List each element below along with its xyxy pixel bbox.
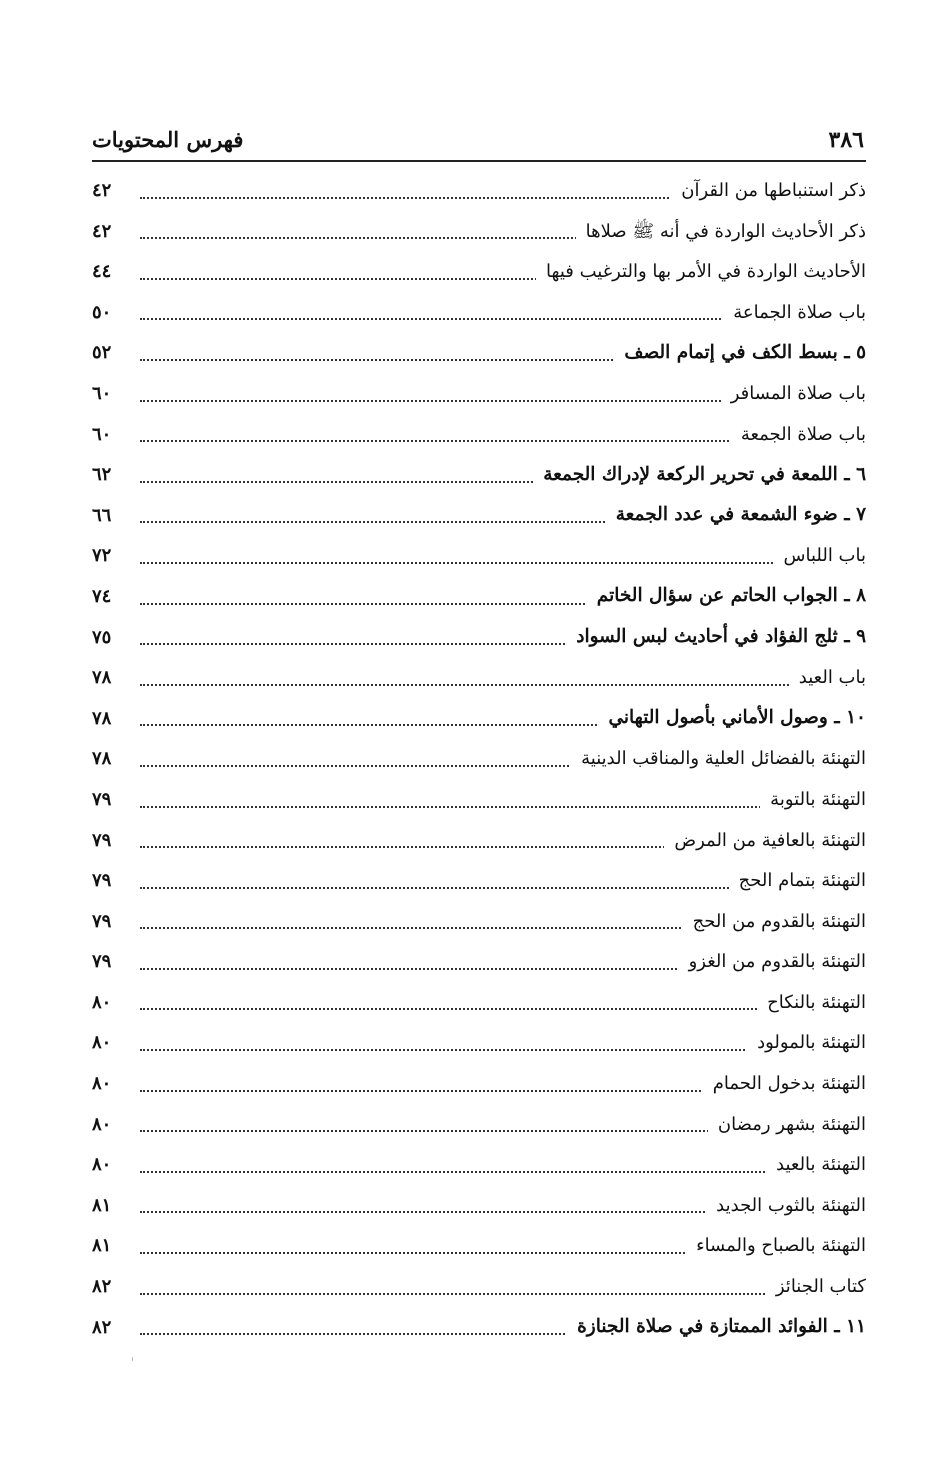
toc-entry-page-number: ٧٨ — [92, 667, 112, 689]
toc-entry — [92, 167, 866, 208]
toc-entry — [92, 1182, 866, 1223]
toc-entry-page-number: ٧٨ — [92, 707, 112, 729]
toc-entry-title: باب صلاة الجمعة — [731, 424, 866, 446]
toc-entry-title: التهنئة بدخول الحمام — [703, 1073, 866, 1095]
table-of-contents — [92, 167, 866, 1344]
toc-entry-title: ٧ ـ ضوء الشمعة في عدد الجمعة — [606, 504, 866, 526]
toc-entry-page-number: ٥٢ — [92, 342, 112, 364]
toc-entry-page-number: ٦٠ — [92, 382, 112, 404]
toc-entry — [92, 979, 866, 1020]
toc-entry-title: باب اللباس — [774, 545, 867, 567]
toc-entry-title: التهنئة بتمام الحج — [729, 870, 866, 892]
toc-entry-page-number: ٤٤ — [92, 261, 112, 283]
toc-entry — [92, 1019, 866, 1060]
toc-entry — [92, 208, 866, 249]
toc-entry — [92, 817, 866, 858]
toc-entry-title: ١١ ـ الفوائد الممتازة في صلاة الجنازة — [567, 1316, 866, 1338]
toc-entry — [92, 289, 866, 330]
header-rule — [92, 160, 866, 162]
toc-entry-page-number: ٤٢ — [92, 220, 112, 242]
toc-entry-title: التهنئة بالقدوم من الحج — [683, 911, 866, 933]
toc-entry-page-number: ٧٢ — [92, 545, 112, 567]
toc-entry-title: التهنئة بالصباح والمساء — [686, 1235, 866, 1257]
toc-entry — [92, 857, 866, 898]
toc-entry-title: كتاب الجنائز — [766, 1276, 866, 1298]
toc-entry-title: التهنئة بالمولود — [747, 1032, 866, 1054]
toc-entry-page-number: ٧٩ — [92, 870, 112, 892]
toc-entry-page-number: ٨٢ — [92, 1316, 112, 1338]
toc-entry-page-number: ٦٦ — [92, 504, 112, 526]
toc-entry-title: التهنئة بالقدوم من الغزو — [679, 951, 866, 973]
toc-entry-page-number: ٧٩ — [92, 910, 112, 932]
toc-entry-title: الأحاديث الواردة في الأمر بها والترغيب فيها — [536, 261, 866, 283]
toc-entry-title: التهنئة بالنكاح — [757, 992, 866, 1014]
toc-entry-page-number: ٥٠ — [92, 301, 112, 323]
toc-entry-title: ٨ ـ الجواب الحاتم عن سؤال الخاتم — [587, 585, 866, 607]
dot-leader — [140, 1171, 856, 1173]
toc-entry-title: التهنئة بالعافية من المرض — [664, 830, 866, 852]
scan-mark — [132, 1357, 133, 1361]
toc-entry-page-number: ٨١ — [92, 1194, 112, 1216]
dot-leader — [140, 1293, 856, 1295]
toc-entry-title: التهنئة بالعيد — [766, 1154, 866, 1176]
toc-entry-title: باب صلاة الجماعة — [723, 302, 866, 324]
toc-entry-page-number: ٧٥ — [92, 626, 112, 648]
running-head-page-number: ٣٨٦ — [828, 127, 864, 153]
toc-entry — [92, 1141, 866, 1182]
toc-entry-title: ١٠ ـ وصول الأماني بأصول التهاني — [598, 707, 866, 729]
toc-entry-title: التهنئة بالثوب الجديد — [706, 1195, 866, 1217]
toc-entry-page-number: ٨٠ — [92, 1073, 112, 1095]
toc-entry-page-number: ٧٩ — [92, 829, 112, 851]
toc-entry — [92, 573, 866, 614]
toc-entry-page-number: ٧٨ — [92, 748, 112, 770]
toc-entry-page-number: ٧٤ — [92, 585, 112, 607]
toc-entry — [92, 532, 866, 573]
toc-entry-title: التهنئة بشهر رمضان — [708, 1114, 866, 1136]
toc-entry — [92, 695, 866, 736]
toc-entry-title: باب صلاة المسافر — [721, 383, 866, 405]
toc-entry-title: ٦ ـ اللمعة في تحرير الركعة لإدراك الجمعة — [533, 464, 866, 486]
toc-entry-title: باب العيد — [789, 667, 866, 689]
toc-entry — [92, 492, 866, 533]
toc-entry — [92, 329, 866, 370]
toc-entry-page-number: ٦٠ — [92, 423, 112, 445]
toc-entry-page-number: ٨٠ — [92, 991, 112, 1013]
toc-entry-page-number: ٤٢ — [92, 180, 112, 201]
dot-leader — [140, 562, 856, 564]
toc-entry — [92, 898, 866, 939]
toc-entry — [92, 735, 866, 776]
dot-leader — [140, 1008, 856, 1010]
toc-entry-title: ذكر الأحاديث الواردة في أنه ﷺ صلاها — [576, 221, 866, 243]
toc-entry — [92, 248, 866, 289]
toc-entry — [92, 411, 866, 452]
toc-entry-page-number: ٧٩ — [92, 951, 112, 973]
toc-entry — [92, 1263, 866, 1304]
toc-entry-title: ذكر استنباطها من القرآن — [671, 180, 866, 202]
toc-entry — [92, 1060, 866, 1101]
toc-entry — [92, 938, 866, 979]
toc-entry-page-number: ٨٠ — [92, 1113, 112, 1135]
toc-entry-page-number: ٨٠ — [92, 1032, 112, 1054]
toc-entry-page-number: ٨٠ — [92, 1154, 112, 1176]
toc-entry-page-number: ٧٩ — [92, 788, 112, 810]
running-head-title: فهرس المحتويات — [92, 127, 244, 152]
toc-entry-title: ٩ ـ ثلج الفؤاد في أحاديث لبس السواد — [566, 626, 866, 648]
toc-entry-page-number: ٨٢ — [92, 1276, 112, 1298]
toc-entry — [92, 1222, 866, 1263]
toc-entry — [92, 614, 866, 655]
toc-entry-title: التهنئة بالفضائل العلية والمناقب الدينية — [571, 748, 866, 770]
toc-entry-page-number: ٨١ — [92, 1235, 112, 1257]
toc-entry — [92, 1304, 866, 1345]
toc-entry-title: ٥ ـ بسط الكف في إتمام الصف — [614, 342, 866, 364]
toc-entry — [92, 370, 866, 411]
toc-entry-title: التهنئة بالتوبة — [760, 789, 866, 811]
toc-entry — [92, 654, 866, 695]
dot-leader — [140, 806, 856, 808]
toc-entry — [92, 451, 866, 492]
toc-entry — [92, 776, 866, 817]
toc-entry — [92, 1101, 866, 1142]
dot-leader — [140, 684, 856, 686]
toc-entry-page-number: ٦٢ — [92, 464, 112, 486]
